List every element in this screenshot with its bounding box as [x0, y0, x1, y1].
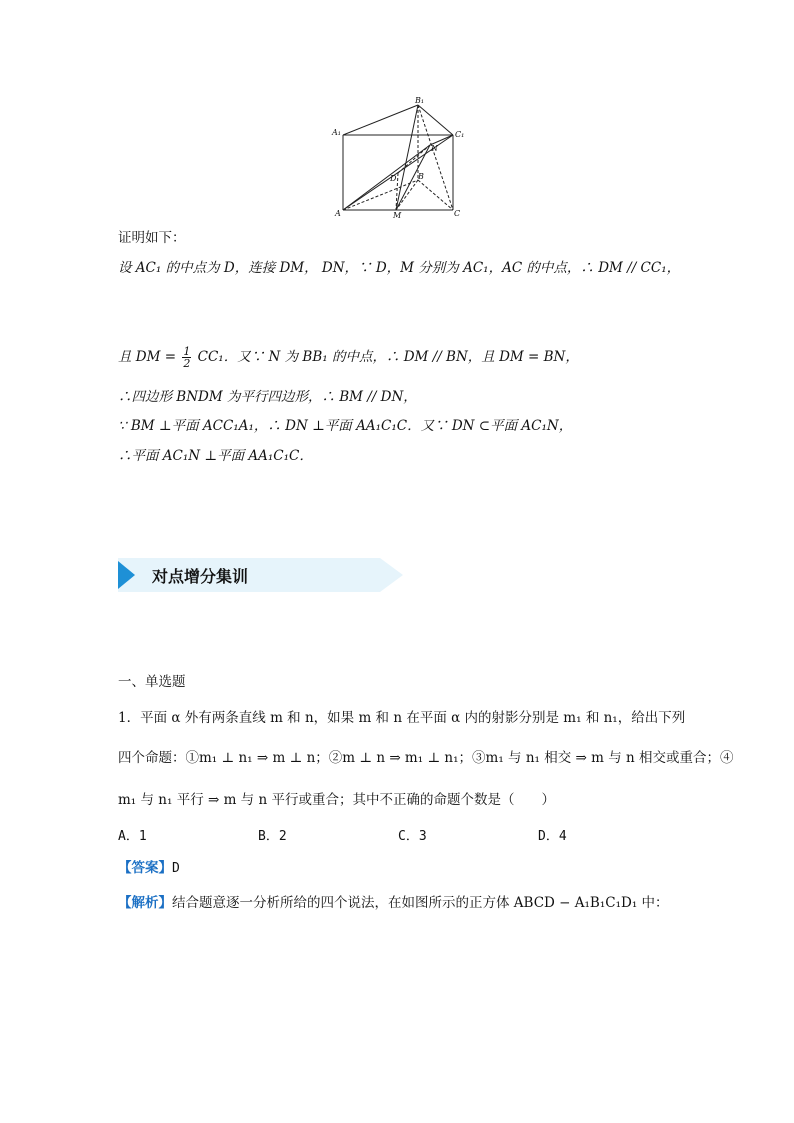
option-b: B．2 — [258, 829, 287, 844]
banner-title: 对点增分集训 — [152, 567, 249, 586]
label-c: C — [454, 209, 461, 218]
fraction-denominator: 2 — [183, 357, 191, 370]
section-banner — [118, 558, 403, 592]
edge-bc-dashed — [418, 180, 453, 210]
option-c: C．3 — [398, 829, 427, 844]
proof-line-5: ∴平面 AC₁N ⊥平面 AA₁C₁C． — [118, 448, 313, 464]
label-m: M — [393, 211, 402, 220]
label-c1: C₁ — [455, 130, 465, 139]
proof-line-2-suffix: CC₁．又∵ N 为 BB₁ 的中点，∴ DM // BN，且 DM = BN， — [197, 349, 579, 365]
label-a1: A₁ — [332, 128, 341, 137]
line-an — [343, 145, 430, 210]
label-b: B — [418, 172, 424, 181]
prism-figure — [330, 95, 470, 220]
proof-line-1: 设 AC₁ 的中点为 D，连接 DM， DN，∵ D，M 分别为 AC₁，AC 的中点，∴ DM // CC₁， — [118, 260, 681, 276]
answer-value: D — [172, 861, 180, 876]
label-n: N — [431, 144, 438, 153]
question-line-1: 1．平面 α 外有两条直线 m 和 n，如果 m 和 n 在平面 α 内的射影分别是 m₁ 和 n₁，给出下列 — [118, 710, 686, 726]
fraction-one-half — [182, 346, 191, 369]
line-dn-dashed — [398, 145, 430, 173]
section-title: 一、单选题 — [118, 674, 186, 690]
proof-line-4: ∵ BM ⊥平面 ACC₁A₁，∴ DN ⊥平面 AA₁C₁C．又∵ DN ⊂平面 AC₁N， — [118, 418, 573, 434]
label-b1: B₁ — [415, 96, 425, 105]
proof-line-3: ∴四边形 BNDM 为平行四边形，∴ BM // DN， — [118, 389, 417, 405]
option-a: A．1 — [118, 829, 147, 844]
question-line-2: 四个命题：①m₁ ⊥ n₁ ⇒ m ⊥ n；②m ⊥ n ⇒ m₁ ⊥ n₁；③m₁ 与 n₁ 相交 ⇒ m 与 n 相交或重合；④ — [118, 750, 734, 766]
proof-line-2 — [118, 346, 579, 369]
option-d: D．4 — [538, 829, 567, 844]
analysis-row — [118, 893, 669, 913]
proof-line-2-prefix: 且 DM = — [118, 349, 177, 365]
prism-diagram — [330, 95, 470, 220]
question-line-3: m₁ 与 n₁ 平行 ⇒ m 与 n 平行或重合；其中不正确的命题个数是（ ） — [118, 792, 555, 808]
proof-heading: 证明如下： — [118, 230, 186, 246]
answer-label: 【答案】 — [118, 860, 172, 876]
edge-a1b1 — [343, 105, 418, 135]
analysis-label: 【解析】 — [118, 895, 172, 911]
analysis-text: 结合题意逐一分析所给的四个说法，在如图所示的正方体 ABCD − A₁B₁C₁D₁ 中： — [172, 895, 669, 911]
line-nm — [396, 145, 430, 210]
label-a: A — [335, 209, 341, 218]
fraction-numerator: 1 — [183, 345, 191, 358]
answer-row — [118, 858, 180, 879]
label-d: D — [390, 174, 397, 183]
